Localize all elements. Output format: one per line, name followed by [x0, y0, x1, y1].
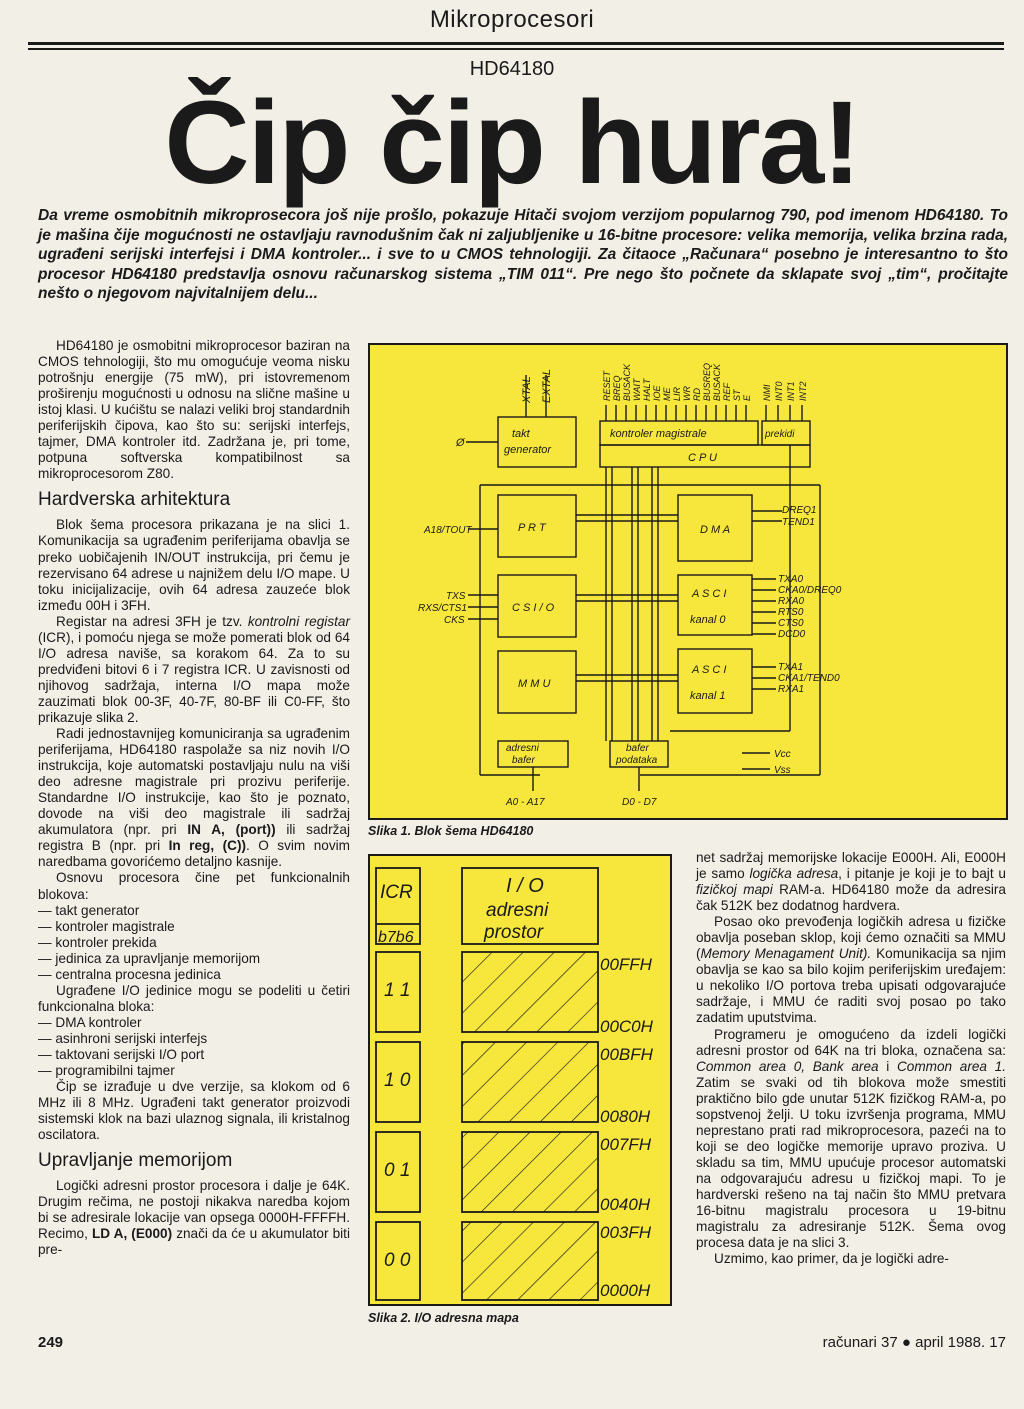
section-title: Mikroprocesori	[429, 6, 595, 33]
list-item: — DMA kontroler	[38, 1015, 350, 1031]
block-cpu: C P U	[688, 452, 717, 464]
block-diagram-svg	[370, 345, 1006, 818]
list-functional-blocks	[38, 903, 350, 983]
header-rule-thin	[28, 48, 1004, 50]
pin-label: ST	[732, 389, 742, 401]
signal-vss: Vss	[774, 765, 791, 776]
address-label: 00BFH	[600, 1045, 653, 1064]
paragraph: Čip se izrađuje u dve verzije, sa klokom od 6 MHz ili 8 MHz. Ugrađeni takt generator proizvodi sistemski klok na bazi ulaznog signala, ili kristalnog oscilatora.	[38, 1079, 350, 1143]
block-kontroler: kontroler magistrale	[610, 428, 707, 440]
pin-label: BUSACK	[622, 363, 632, 401]
pin-label: RD	[692, 388, 702, 401]
signal-phi: Ø	[456, 437, 465, 449]
pin-label: INT2	[798, 381, 808, 401]
lead-paragraph: Da vreme osmobitnih mikroprosecora još nije prošlo, pokazuje Hitači svojom verzijom popularnog 790, pod imenom HD64180. To je mašina čije mogućnosti ne ostavljaju ravnodušnim čak ni zaljubljenike u 16-bitne procesore: velika memorija, velika brzina rada, ugrađeni serijski interfejsi i DMA kontroler... i sve to u CMOS tehnologiji. Za čitaoce „Računara“ posebno je interesantno to što procesor HD64180 predstavlja osnovu računarskog sistema „TIM 011“. Pre nego što počnete da sklapate svoj „tim“, pročitajte nešto o njegovom najvitalnijem delu...	[38, 207, 1008, 302]
headline: Čip čip hura!	[164, 77, 860, 209]
signal-rxa1: RXA1	[778, 684, 805, 695]
icr-label: ICR	[380, 882, 413, 903]
signal-cts0: CTS0	[778, 618, 804, 629]
paragraph: Programeru je omogućeno da izdeli logički adresni prostor od 64K na tri bloka, označena sa: Common area 0, Bank area i Common area 1. Zatim se svaki od tih blokova može smestiti praktično bilo gde unutar 512K fizičkog RAM-a, po sopstvenoj želji. U toku izvršenja programa, MMU neprestano prati rad mikroprocesora, pazeći na to koji se deo logičke memorije upravo proziva. U skladu sa tim, MMU upućuje procesor automatski na odgovarajuću adresu u fizičkoj mapi. To je hardverski rešeno na taj način što MMU pretvara 16-bitnu magistralu procesora u 19-bitnu magistralu za adresiranje 512K. Šema ovog procesa data je na slici 3.	[696, 1026, 1006, 1251]
paragraph: Osnovu procesora čine pet funkcionalnih blokova:	[38, 870, 350, 902]
paragraph: Posao oko prevođenja logičkih adresa u fizičke obavlja poseban sklop, koji ćemo označiti sa MMU (Memory Menagament Unit). Komunikacija sa njim obavlja se kao sa bilo kojim periferijskim uređajem: u nekoliko I/O portova treba upisati odgovarajuće sadržaje, i MMU će raditi svoj posao po tako zadatim uputstvima.	[696, 914, 1006, 1026]
list-item: — asinhroni serijski interfejs	[38, 1031, 350, 1047]
block-generator: generator	[504, 444, 552, 456]
signal-tend1: TEND1	[782, 517, 815, 528]
pin-label: XTAL	[521, 376, 533, 403]
list-io-units	[38, 1015, 350, 1079]
address-label: 0040H	[600, 1195, 651, 1214]
signal-rxs: RXS/CTS1	[418, 603, 467, 614]
pin-label: HALT	[642, 378, 652, 401]
signal-cka1: CKA1/TEND0	[778, 673, 840, 684]
map-title-3: prostor	[484, 922, 544, 943]
list-item: — taktovani serijski I/O port	[38, 1047, 350, 1063]
signal-address-bus: A0 - A17	[506, 797, 545, 808]
paragraph: Radi jednostavnijeg komuniciranja sa ugrađenim periferijama, HD64180 raspolaže sa niz novih I/O instrukcija, koje automatski postavljaju nulu na viši deo adresne magistrale pri prozivu periferije. Standardne I/O instrukcije, kao što je poznato, dovode na viši deo magistrale ili sadržaj akumulatora (npr. pri IN A, (port)) ili sadržaj registra B (npr. pri In reg, (C)). O svim novim naredbama govorićemo detaljno kasnije.	[38, 726, 350, 870]
list-item: — programibilni tajmer	[38, 1063, 350, 1079]
footer-publication: računari 37 ● april 1988. 17	[822, 1334, 1006, 1351]
signal-txa1: TXA1	[778, 662, 804, 673]
list-item: — kontroler prekida	[38, 935, 350, 951]
pin-label: E	[742, 394, 752, 401]
signal-txs: TXS	[446, 591, 466, 602]
signal-dcd0: DCD0	[778, 629, 806, 640]
block-adr-buf-2: bafer	[512, 755, 535, 766]
heading-hardware: Hardverska arhitektura	[38, 489, 231, 511]
signal-a18: A18/TOUT	[424, 525, 472, 536]
signal-cks: CKS	[444, 615, 465, 626]
block-mmu: M M U	[518, 678, 551, 690]
signal-cka0: CKA0/DREQ0	[778, 585, 842, 596]
io-map-svg	[370, 856, 670, 1304]
block-dma: D M A	[700, 524, 731, 536]
pin-label: IOE	[652, 385, 662, 401]
pin-label: BREQ	[612, 375, 622, 401]
pin-label: REF	[722, 383, 732, 401]
pin-label: ME	[662, 387, 672, 401]
block-dat-buf-2: podataka	[616, 755, 658, 766]
paragraph: Ugrađene I/O jedinice mogu se podeliti u četiri funkcionalna bloka:	[38, 982, 350, 1014]
address-label: 0000H	[600, 1281, 651, 1300]
figure-1-caption: Slika 1. Blok šema HD64180	[368, 824, 534, 838]
pin-label: WAIT	[632, 378, 642, 401]
address-label: 0080H	[600, 1107, 651, 1126]
map-title-1: I / O	[506, 875, 544, 897]
address-label: 007FH	[600, 1135, 652, 1154]
page-number-left: 249	[38, 1334, 64, 1351]
paragraph: HD64180 je osmobitni mikroprocesor baziran na CMOS tehnologiji, što mu omogućuje veoma nisku potrošnju energije (75 mW), pri istovremenom proširenju mogućnosti u odnosu na slične mašine u istoj klasi. U kućištu se nalazi veliki broj standardnih periferijskih čipova, kao što su: serijski interfejs, tajmer, DMA kontroler itd. Zadržana je, pri tome, potpuna softverska kompatibilnost sa mikroprocesorom Z80.	[38, 338, 350, 482]
address-label: 00FFH	[600, 955, 652, 974]
pin-label: EXTAL	[541, 368, 553, 403]
row-bits: 0 1	[384, 1160, 411, 1181]
figure-2-caption: Slika 2. I/O adresna mapa	[368, 1311, 519, 1325]
paragraph: Logički adresni prostor procesora i dalje je 64K. Drugim rečima, ne postoji nikakva naredba kojom bi se adresirale lokacije van opsega 0000H-FFFFH. Recimo, LD A, (E000) znači da će u akumulator biti pre-	[38, 1178, 350, 1258]
paragraph: Uzmimo, kao primer, da je logički adre-	[714, 1251, 949, 1267]
block-dat-buf-1: bafer	[626, 743, 649, 754]
address-label: 003FH	[600, 1223, 652, 1242]
block-csio: C S I / O	[512, 602, 555, 614]
signal-rxa0: RXA0	[778, 596, 805, 607]
list-item: — jedinica za upravljanje memorijom	[38, 951, 350, 967]
bits-label: b7b6	[378, 929, 414, 946]
block-takt: takt	[512, 428, 530, 440]
block-asci0-kanal: kanal 0	[690, 614, 726, 626]
paragraph: Registar na adresi 3FH je tzv. kontrolni registar (ICR), i pomoću njega se može pomerati blok od 64 I/O adresa naviše, sa korakom 64. Za to su predviđeni bitovi 6 i 7 registra ICR. U zavisnosti od njihovog sadržaja, interna I/O mapa može zauzimati blok 00-3F, 40-7F, 80-BF ili C0-FF, što prikazuje slika 2.	[38, 613, 350, 725]
pin-label: INT1	[786, 381, 796, 401]
map-title-2: adresni	[486, 900, 549, 921]
list-item: — kontroler magistrale	[38, 919, 350, 935]
pin-label: BUSREQ	[702, 362, 712, 401]
figure-io-map	[368, 854, 672, 1306]
heading-memory: Upravljanje memorijom	[38, 1150, 233, 1172]
block-asci1-kanal: kanal 1	[690, 690, 726, 702]
signal-data-bus: D0 - D7	[622, 797, 657, 808]
row-bits: 0 0	[384, 1250, 411, 1271]
row-bits: 1 1	[384, 980, 411, 1001]
row-bits: 1 0	[384, 1070, 411, 1091]
block-asci1: A S C I	[692, 664, 727, 676]
chip-name: HD64180	[469, 58, 555, 80]
pin-label: WR	[682, 386, 692, 401]
signal-rts0: RTS0	[778, 607, 804, 618]
column-right	[696, 850, 1006, 1267]
column-left	[38, 338, 350, 1258]
address-label: 00C0H	[600, 1017, 653, 1036]
block-prt: P R T	[518, 522, 546, 534]
block-prekidi: prekidi	[765, 429, 795, 440]
list-item: — takt generator	[38, 903, 350, 919]
pin-label: BUSACK	[712, 363, 722, 401]
header-rule	[28, 42, 1004, 45]
signal-dreq1: DREQ1	[782, 505, 817, 516]
block-asci0: A S C I	[692, 588, 727, 600]
pin-label: INT0	[774, 381, 784, 401]
paragraph: net sadržaj memorijske lokacije E000H. Ali, E000H je samo logička adresa, i pitanje je koji je to bajt u fizičkoj mapi RAM-a. HD64180 može da adresira čak 512K bez dodatnog hardvera.	[696, 850, 1006, 914]
list-item: — centralna procesna jedinica	[38, 967, 350, 983]
paragraph: Blok šema procesora prikazana je na slici 1. Komunikacija sa ugrađenim periferijama obavlja se preko uobičajenih IN/OUT instrukcija, pri čemu je rezervisano 64 adrese u najnižem delu I/O mape. U toku inicijalizacije, ovih 64 adresa zauzeće blok između 00H i 3FH.	[38, 517, 350, 613]
figure-block-diagram	[368, 343, 1008, 820]
pin-label: NMI	[762, 384, 772, 401]
signal-txa0: TXA0	[778, 574, 804, 585]
pin-label: RESET	[602, 370, 612, 401]
block-adr-buf-1: adresni	[506, 743, 539, 754]
pin-label: LIR	[672, 386, 682, 401]
signal-vcc: Vcc	[774, 749, 791, 760]
